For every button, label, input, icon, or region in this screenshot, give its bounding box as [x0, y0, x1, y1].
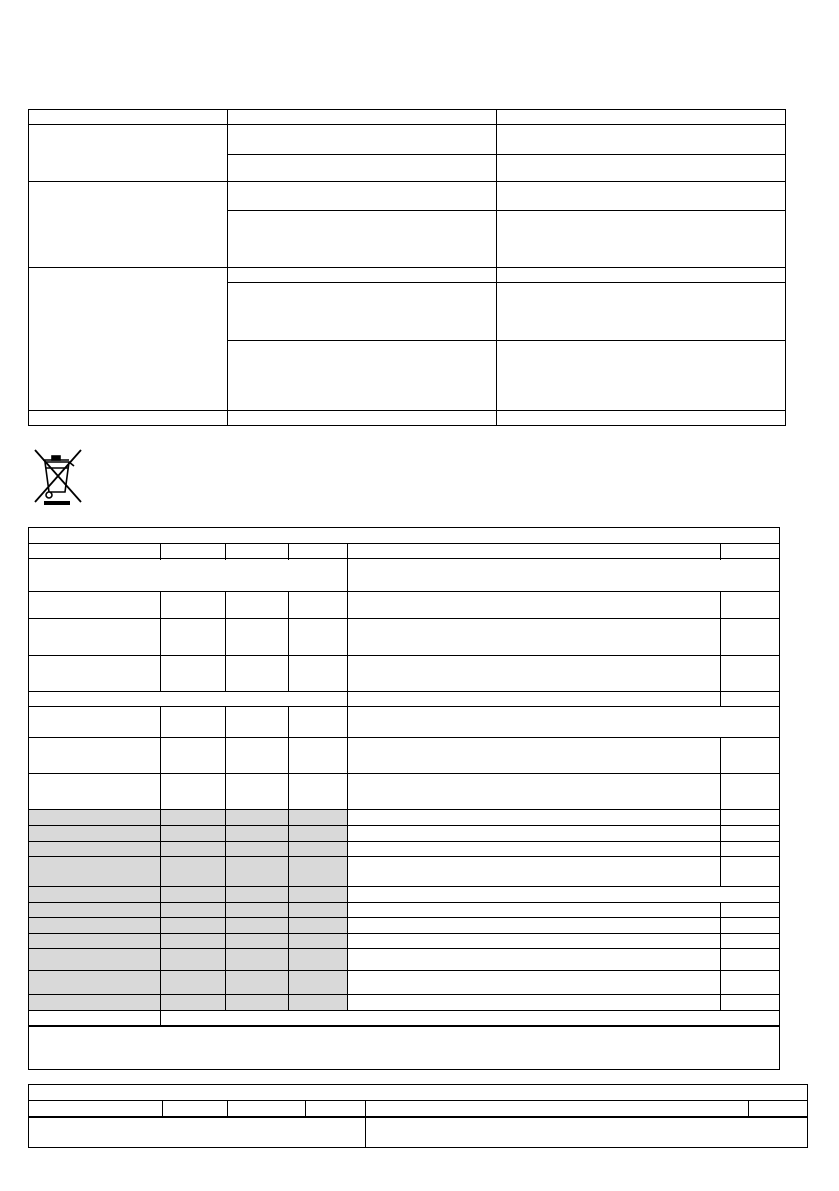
row-divider	[28, 267, 786, 268]
cause-cell	[32, 271, 222, 406]
column-divider	[160, 591, 161, 692]
column-divider	[748, 1100, 749, 1117]
row-divider	[28, 902, 780, 903]
row-divider	[28, 886, 780, 887]
row-divider	[28, 856, 780, 857]
sub-row-divider	[227, 340, 786, 341]
row-divider	[28, 1116, 808, 1118]
row-divider	[28, 825, 780, 826]
row-divider	[28, 558, 780, 559]
problem-cell	[231, 286, 491, 336]
row-divider	[28, 917, 780, 918]
row-divider	[28, 737, 780, 738]
column-divider	[288, 706, 289, 1011]
solution-cell	[500, 128, 780, 152]
column-divider	[288, 591, 289, 692]
row-divider	[28, 773, 780, 774]
row-divider	[28, 591, 780, 592]
sub-row-divider	[227, 154, 786, 155]
column-divider	[225, 591, 226, 692]
column-divider	[720, 591, 721, 707]
specification-table-border	[28, 527, 780, 1070]
row-divider	[28, 933, 780, 934]
row-divider	[28, 181, 786, 182]
row-divider	[28, 655, 780, 656]
row-divider	[28, 618, 780, 619]
row-divider	[28, 1010, 780, 1011]
row-divider	[28, 948, 780, 949]
solution-cell	[500, 286, 780, 336]
column-divider	[720, 902, 721, 1011]
row-divider	[28, 1100, 808, 1101]
column-divider	[365, 1100, 366, 1148]
problem-cell	[231, 128, 491, 152]
column-divider	[160, 706, 161, 1026]
sub-row-divider	[227, 210, 786, 211]
row-divider	[28, 970, 780, 971]
column-divider	[720, 737, 721, 887]
specification-table-secondary-title	[34, 1087, 802, 1099]
column-divider	[225, 706, 226, 1011]
cause-cell	[32, 128, 222, 178]
column-divider	[227, 1100, 228, 1117]
column-divider	[347, 543, 348, 1011]
row-divider	[28, 841, 780, 842]
specification-table-title	[34, 530, 774, 542]
problem-cell	[231, 185, 491, 207]
row-divider	[28, 543, 780, 544]
column-divider	[162, 1100, 163, 1117]
row-divider	[28, 691, 780, 692]
column-divider	[225, 543, 226, 560]
row-divider	[28, 994, 780, 995]
column-divider	[160, 543, 161, 560]
row-divider	[28, 124, 786, 125]
crossed-out-wheelie-bin-icon	[27, 446, 87, 506]
sub-row-divider	[227, 282, 786, 283]
solution-cell	[500, 185, 780, 207]
row-divider	[28, 706, 780, 707]
row-divider	[28, 1025, 780, 1027]
cause-cell	[32, 185, 222, 263]
column-divider	[288, 543, 289, 560]
specification-notes	[34, 1030, 774, 1066]
row-divider	[28, 809, 780, 810]
column-divider	[305, 1100, 306, 1117]
row-divider	[28, 410, 786, 411]
column-divider	[720, 543, 721, 560]
